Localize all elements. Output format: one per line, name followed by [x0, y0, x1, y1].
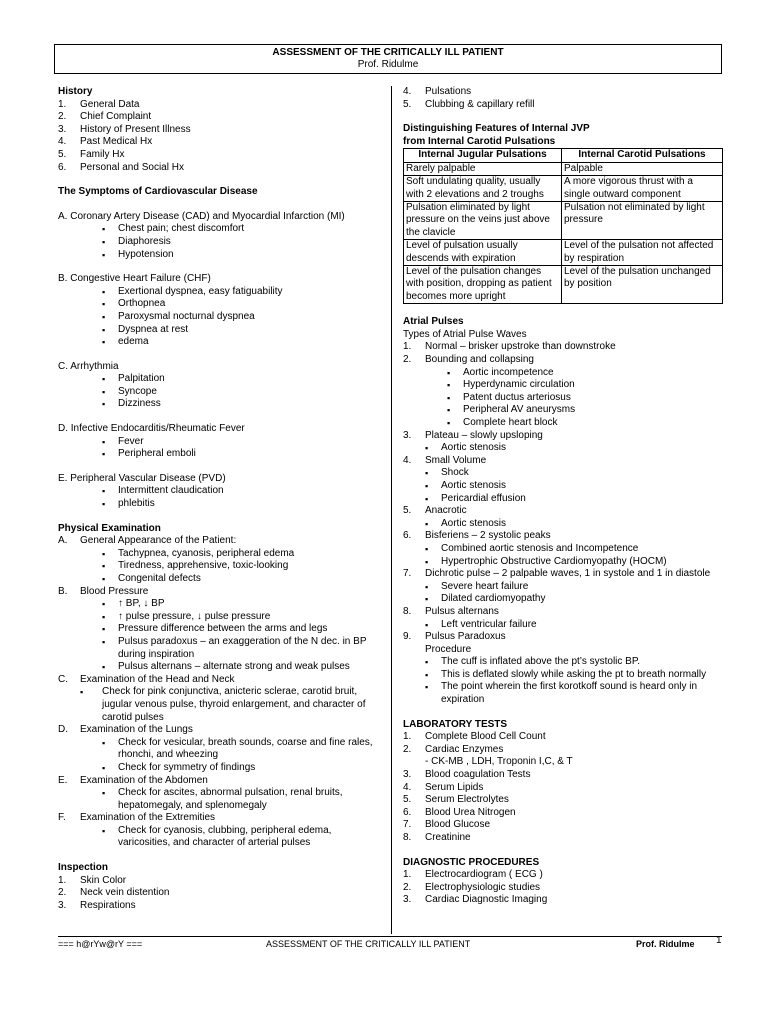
table-row	[404, 162, 723, 175]
list-item: ▪ Diaphoresis	[102, 236, 380, 249]
pulse-type: 9. Pulsus Paradoxus	[403, 631, 506, 643]
list-item: 2. Cardiac Enzymes	[403, 743, 504, 755]
list-item: ▪ Dizziness	[102, 398, 380, 411]
symptoms-heading: The Symptoms of Cardiovascular Disease	[58, 186, 258, 198]
symptom-group-title: D. Infective Endocarditis/Rheumatic Fever	[58, 423, 245, 435]
list-item: ▪ Syncope	[102, 386, 380, 399]
list-item: ▪ Dilated cardiomyopathy	[425, 593, 725, 606]
diag-list	[403, 869, 725, 907]
list-item: ▪ Paroxysmal nocturnal dyspnea	[102, 311, 380, 324]
symptom-list	[58, 223, 380, 261]
atrial-heading: Atrial Pulses	[403, 316, 464, 328]
pulse-type-list	[403, 518, 725, 531]
list-item: ▪ Hyperdynamic circulation	[447, 379, 725, 392]
symptom-list	[58, 373, 380, 411]
history-heading: History	[58, 86, 93, 97]
list-item: 5. Serum Electrolytes	[403, 794, 509, 806]
list-item: ▪ Pressure difference between the arms and legs	[102, 623, 380, 636]
symptom-group-title: A. Coronary Artery Disease (CAD) and Myocardial Infarction (MI)	[58, 210, 345, 222]
list-item: 7. Blood Glucose	[403, 819, 491, 831]
list-item: 6. Blood Urea Nitrogen	[403, 806, 516, 818]
document-author: Prof. Ridulme	[357, 59, 419, 70]
list-item: ▪ Pulsus alternans – alternate strong and weak pulses	[102, 661, 380, 674]
table-cell: Level of pulsation usually descends with expiration	[404, 240, 562, 266]
inspection-list	[58, 875, 380, 913]
page-footer	[58, 935, 722, 949]
pe-section-title: A. General Appearance of the Patient:	[58, 535, 237, 547]
list-item: ▪ Pericardial effusion	[425, 493, 725, 506]
table-header-row	[404, 149, 723, 162]
symptom-list	[58, 286, 380, 349]
pe-section-title: C. Examination of the Head and Neck	[58, 673, 235, 685]
list-item: ▪ Complete heart block	[447, 417, 725, 430]
list-item: 3. History of Present Illness	[58, 123, 191, 135]
list-item: 1. General Data	[58, 98, 140, 110]
list-item: 1. Electrocardiogram ( ECG )	[403, 869, 543, 881]
list-item: ▪ Check for pink conjunctiva, anicteric sclerae, carotid bruit, jugular venous pulse, thyroid enlargement, and character of carotid pulses	[80, 686, 380, 724]
pe-list	[58, 686, 380, 724]
list-item: ▪ Orthopnea	[102, 298, 380, 311]
list-item: ▪ Severe heart failure	[425, 581, 725, 594]
table-cell: Soft undulating quality, usually with 2 elevations and 2 troughs	[404, 176, 562, 202]
pe-list	[58, 548, 380, 586]
list-item: ▪ Tiredness, apprehensive, toxic-looking	[102, 560, 380, 573]
list-item: 2. Electrophysiologic studies	[403, 881, 541, 893]
list-item: ▪ Aortic stenosis	[425, 518, 725, 531]
pulse-type: 6. Bisferiens – 2 systolic peaks	[403, 530, 551, 542]
list-item: ▪ Intermittent claudication	[102, 485, 380, 498]
list-item: 5. Clubbing & capillary refill	[403, 98, 535, 110]
list-item: ▪ Fever	[102, 436, 380, 449]
right-column	[403, 86, 725, 907]
footer-author: Prof. Ridulme	[636, 939, 695, 949]
list-item: ▪ Check for ascites, abnormal pulsation, renal bruits, hepatomegaly, and splenomegaly	[102, 787, 380, 812]
list-item: 5. Family Hx	[58, 148, 125, 160]
diag-heading: DIAGNOSTIC PROCEDURES	[403, 856, 540, 868]
inspection-continued-list	[403, 86, 725, 111]
list-item: 4. Serum Lipids	[403, 781, 484, 793]
pulse-type-list	[403, 467, 725, 505]
list-item: ▪ Palpitation	[102, 373, 380, 386]
symptom-group-title: E. Peripheral Vascular Disease (PVD)	[58, 472, 226, 484]
pe-section-title: D. Examination of the Lungs	[58, 724, 193, 736]
list-item: 4. Past Medical Hx	[58, 136, 153, 148]
symptom-list	[58, 485, 380, 510]
table-cell: Rarely palpable	[404, 162, 562, 175]
table-row	[404, 202, 723, 240]
list-item: 1. Complete Blood Cell Count	[403, 731, 546, 743]
pulse-type: 2. Bounding and collapsing	[403, 354, 534, 366]
list-item: ▪ Hypotension	[102, 249, 380, 262]
list-item: ▪ The point wherein the first korotkoff sound is heard only in expiration	[425, 681, 725, 706]
pe-list	[58, 825, 380, 850]
pulse-type: 7. Dichrotic pulse – 2 palpable waves, 1 in systole and 1 in diastole	[403, 568, 711, 580]
list-item: ▪ Peripheral AV aneurysms	[447, 404, 725, 417]
table-cell: Pulsation not eliminated by light pressure	[562, 202, 723, 240]
pulse-type-list	[403, 619, 725, 632]
table-cell: Level of the pulsation unchanged by position	[562, 266, 723, 304]
table-cell: Palpable	[562, 162, 723, 175]
footer-left: === h@rYw@rY ===	[58, 939, 143, 949]
pulse-type-list	[403, 543, 725, 568]
list-item: 3. Respirations	[58, 899, 136, 911]
symptom-list	[58, 436, 380, 461]
list-item: ▪ Aortic stenosis	[425, 442, 725, 455]
list-item: ▪ The cuff is inflated above the pt’s systolic BP.	[425, 656, 725, 669]
list-item: ▪ This is deflated slowly while asking the pt to breath normally	[425, 669, 725, 682]
list-item: ▪ Aortic incompetence	[447, 367, 725, 380]
table-row	[404, 240, 723, 266]
lab-heading: LABORATORY TESTS	[403, 718, 508, 730]
list-item: ▪ Patent ductus arteriosus	[447, 392, 725, 405]
atrial-subheading: Types of Atrial Pulse Waves	[403, 328, 527, 340]
list-item: ▪ phlebitis	[102, 498, 380, 511]
table-cell: Level of the pulsation changes with position, dropping as patient becomes more upright	[404, 266, 562, 304]
list-item: ▪ ↑ BP, ↓ BP	[102, 598, 380, 611]
jvp-table	[403, 148, 723, 304]
symptom-group-title: C. Arrhythmia	[58, 360, 119, 372]
list-item: ▪ Hypertrophic Obstructive Cardiomyopathy (HOCM)	[425, 556, 725, 569]
pe-list	[58, 787, 380, 812]
list-item: ▪ Check for cyanosis, clubbing, peripheral edema, varicosities, and character of arterial pulses	[102, 825, 380, 850]
pe-list	[58, 598, 380, 674]
list-item: 8. Creatinine	[403, 832, 471, 843]
lab-list	[403, 731, 725, 844]
procedure-label: Procedure	[425, 643, 472, 655]
table-row	[404, 266, 723, 304]
list-item: 3. Blood coagulation Tests	[403, 769, 531, 781]
pulse-type-list	[403, 442, 725, 455]
list-item: 2. Chief Complaint	[58, 111, 152, 123]
list-item: ▪ Left ventricular failure	[425, 619, 725, 632]
pe-section-title: E. Examination of the Abdomen	[58, 774, 208, 786]
list-item: ▪ Congenital defects	[102, 573, 380, 586]
document-title: ASSESSMENT OF THE CRITICALLY ILL PATIENT	[272, 47, 504, 58]
list-item: ▪ Exertional dyspnea, easy fatiguability	[102, 286, 380, 299]
pulse-type: 8. Pulsus alternans	[403, 605, 499, 617]
list-item: 1. Skin Color	[58, 874, 127, 886]
table-row	[404, 176, 723, 202]
symptom-group-title: B. Congestive Heart Failure (CHF)	[58, 273, 211, 285]
list-item: ▪ Shock	[425, 467, 725, 480]
pulse-type-list	[403, 367, 725, 430]
list-item: ▪ Check for vesicular, breath sounds, coarse and fine rales, rhonchi, and wheezing	[102, 737, 380, 762]
list-item: ▪ edema	[102, 336, 380, 349]
page-number: 1	[716, 935, 722, 946]
table-header: Internal Jugular Pulsations	[404, 149, 562, 162]
table-cell: Pulsation eliminated by light pressure on the veins just above the clavicle	[404, 202, 562, 240]
jvp-heading: Distinguishing Features of Internal JVP	[403, 123, 590, 135]
list-item: 2. Neck vein distention	[58, 887, 170, 899]
list-item: ▪ Pulsus paradoxus – an exaggeration of the N dec. in BP during inspiration	[102, 636, 380, 661]
list-item: ▪ Peripheral emboli	[102, 448, 380, 461]
list-item: ▪ ↑ pulse pressure, ↓ pulse pressure	[102, 611, 380, 624]
procedure-list	[403, 656, 725, 706]
list-item: ▪ Check for symmetry of findings	[102, 762, 380, 775]
jvp-heading-2: from Internal Carotid Pulsations	[403, 135, 556, 147]
pe-heading: Physical Examination	[58, 522, 161, 534]
pulse-type-list	[403, 581, 725, 606]
table-header: Internal Carotid Pulsations	[562, 149, 723, 162]
list-item: ▪ Aortic stenosis	[425, 480, 725, 493]
list-item: 3. Cardiac Diagnostic Imaging	[403, 894, 548, 906]
pulse-type: 1. Normal – brisker upstroke than downstroke	[403, 341, 616, 353]
list-item: ▪ Dyspnea at rest	[102, 324, 380, 337]
history-list	[58, 99, 380, 175]
inspection-heading: Inspection	[58, 862, 109, 874]
list-item: 6. Personal and Social Hx	[58, 161, 184, 173]
footer-title: ASSESSMENT OF THE CRITICALLY ILL PATIENT	[266, 939, 471, 949]
column-divider	[391, 86, 392, 934]
table-cell: A more vigorous thrust with a single outward component	[562, 176, 723, 202]
pe-section-title: F. Examination of the Extremities	[58, 812, 216, 824]
table-cell: Level of the pulsation not affected by respiration	[562, 240, 723, 266]
left-column	[58, 86, 380, 912]
list-item: ▪ Tachypnea, cyanosis, peripheral edema	[102, 548, 380, 561]
pe-list	[58, 737, 380, 775]
list-item: ▪ Combined aortic stenosis and Incompetence	[425, 543, 725, 556]
pulse-type: 3. Plateau – slowly upsloping	[403, 429, 543, 441]
pulse-type: 4. Small Volume	[403, 454, 487, 466]
pulse-type: 5. Anacrotic	[403, 505, 467, 517]
list-item: ▪ Chest pain; chest discomfort	[102, 223, 380, 236]
list-item: - CK-MB , LDH, Troponin I,C, & T	[425, 756, 573, 768]
title-box	[54, 44, 722, 74]
pe-section-title: B. Blood Pressure	[58, 585, 149, 597]
list-item: 4. Pulsations	[403, 86, 472, 97]
